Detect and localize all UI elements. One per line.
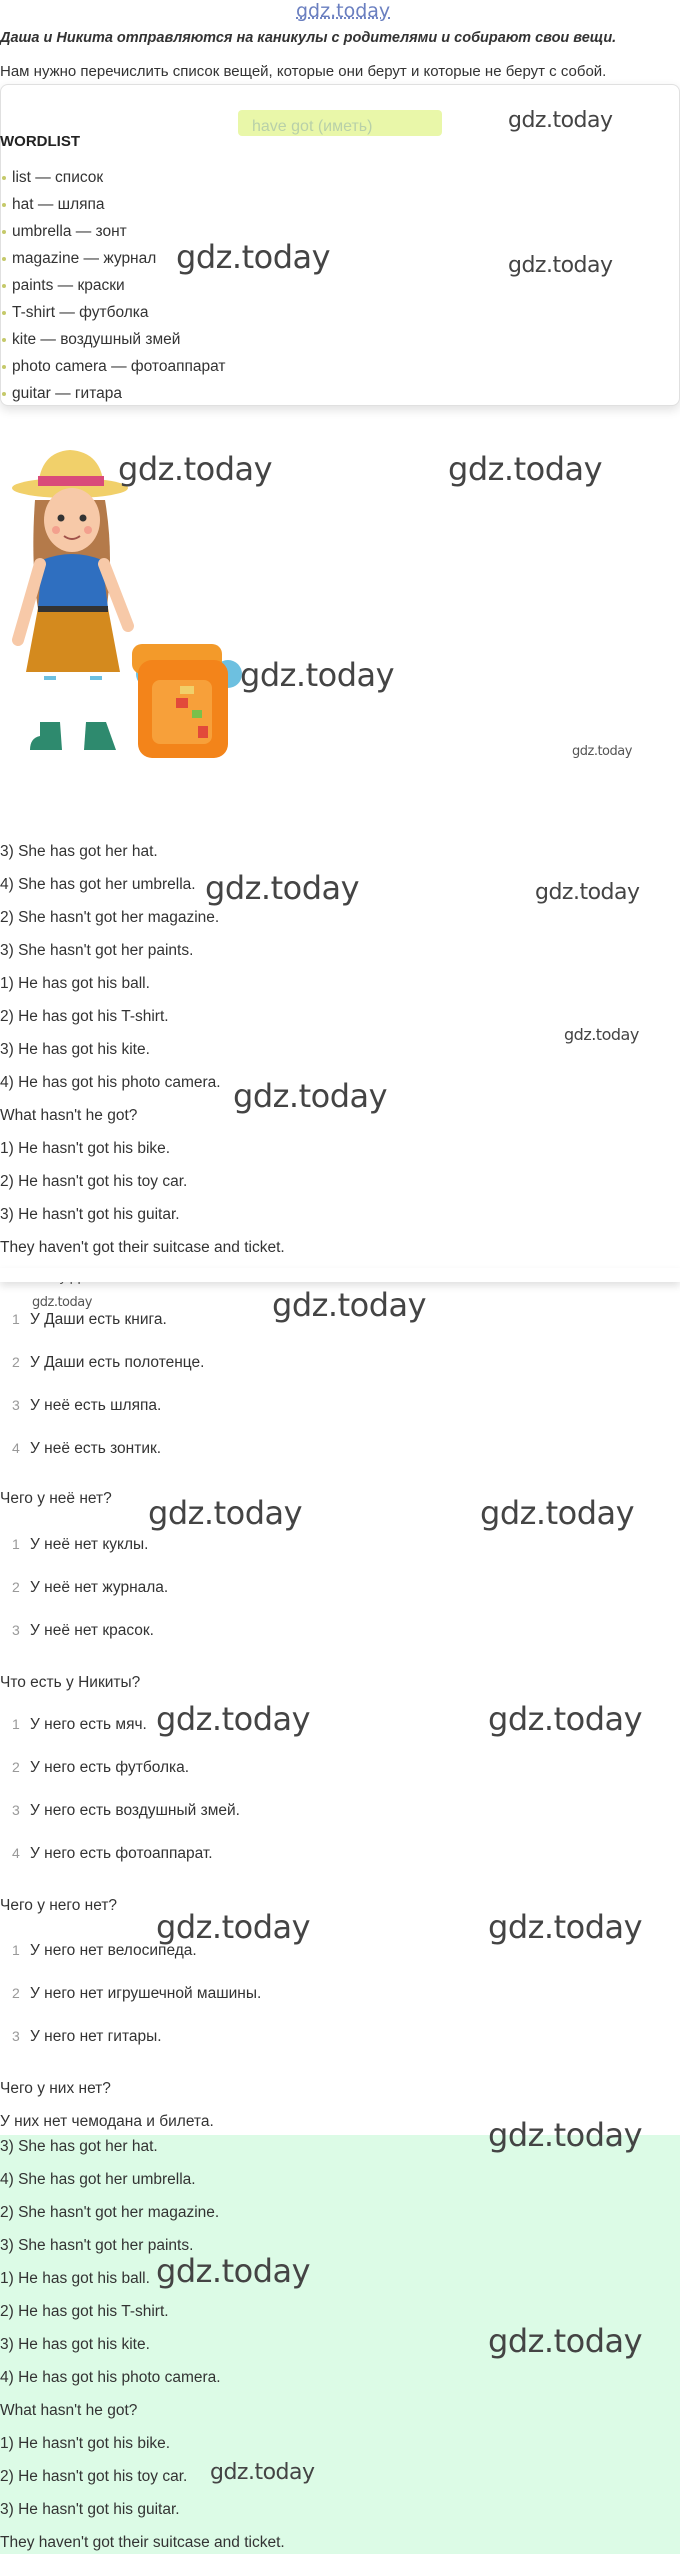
watermark: gdz.today <box>488 2322 643 2360</box>
answer-question: What hasn't he got? <box>0 1107 138 1124</box>
translation-line: У него есть мяч. <box>30 1716 147 1733</box>
translation-line: У неё есть зонтик. <box>30 1440 162 1457</box>
list-number: 2 <box>12 1579 20 1595</box>
watermark: gdz.today <box>508 253 613 278</box>
answer-line: 4) She has got her umbrella. <box>0 2171 196 2188</box>
watermark: gdz.today <box>508 108 613 133</box>
answer-line: 4) She has got her umbrella. <box>0 876 196 893</box>
translation-line: У неё нет журнала. <box>30 1579 169 1596</box>
answer-line: 2) She hasn't got her magazine. <box>0 2204 220 2221</box>
answer-question: What hasn't he got? <box>0 2402 138 2419</box>
wordlist-item: kite — воздушный змей <box>12 331 181 348</box>
watermark: gdz.today <box>176 238 331 276</box>
watermark: gdz.today <box>205 869 360 907</box>
watermark: gdz.today <box>488 2116 643 2154</box>
answer-line: 2) He has got his T-shirt. <box>0 2303 169 2320</box>
translation-line: У него есть фотоаппарат. <box>30 1845 213 1862</box>
wordlist-item: umbrella — зонт <box>12 223 127 240</box>
watermark: gdz.today <box>118 450 273 488</box>
answer-line: 2) He hasn't got his toy car. <box>0 1173 188 1190</box>
wordlist-item: T-shirt — футболка <box>12 304 149 321</box>
translation-line: У него нет гитары. <box>30 2028 162 2045</box>
wordlist-item: list — список <box>12 169 104 186</box>
watermark: gdz.today <box>488 1700 643 1738</box>
list-number: 4 <box>12 1440 20 1456</box>
list-number: 3 <box>12 1802 20 1818</box>
watermark: gdz.today <box>488 1908 643 1946</box>
answer-line: 4) He has got his photo camera. <box>0 2369 221 2386</box>
wordlist-item: guitar — гитара <box>12 385 122 402</box>
answer-line: 1) He hasn't got his bike. <box>0 2435 171 2452</box>
wordlist-item: hat — шляпа <box>12 196 105 213</box>
wordlist-title: WORDLIST <box>0 133 80 150</box>
section-heading: Чего у неё нет? <box>0 1490 112 1507</box>
watermark: gdz.today <box>210 2460 315 2485</box>
translation-line: У неё нет красок. <box>30 1622 154 1639</box>
list-number: 3 <box>12 1397 20 1413</box>
translation-line: У него есть воздушный змей. <box>30 1802 240 1819</box>
answer-line: They haven't got their suitcase and ticket. <box>0 1239 285 1256</box>
translation-line: У него нет игрушечной машины. <box>30 1985 262 2002</box>
answer-line: 3) He has got his kite. <box>0 2336 150 2353</box>
highlight-text: have got (иметь) <box>252 118 373 135</box>
watermark: gdz.today <box>156 2252 311 2290</box>
answer-line: 3) He hasn't got his guitar. <box>0 2501 180 2518</box>
panel-bottom-edge <box>0 1268 680 1282</box>
list-number: 1 <box>12 1942 20 1958</box>
wordlist-item: photo camera — фотоаппарат <box>12 358 226 375</box>
answer-line: 1) He has got his ball. <box>0 975 150 992</box>
watermark: gdz.today <box>480 1494 635 1532</box>
watermark: gdz.today <box>564 1025 639 1044</box>
answer-line: 3) He has got his kite. <box>0 1041 150 1058</box>
answer-line: 4) He has got his photo camera. <box>0 1074 221 1091</box>
section-heading: Чего у них нет? <box>0 2080 111 2097</box>
translation-line: У Даши есть книга. <box>30 1311 167 1328</box>
list-number: 3 <box>12 2028 20 2044</box>
answer-line: 2) She hasn't got her magazine. <box>0 909 220 926</box>
section-heading: Чего у него нет? <box>0 1897 118 1914</box>
watermark: gdz.today <box>148 1494 303 1532</box>
list-number: 2 <box>12 1985 20 2001</box>
watermark: gdz.today <box>535 880 640 905</box>
intro-text: Даша и Никита отправляются на каникулы с родителями и собирают свои вещи. <box>0 30 617 46</box>
wordlist-item: magazine — журнал <box>12 250 157 267</box>
answer-line: They haven't got their suitcase and ticket. <box>0 2534 285 2551</box>
wordlist-item: paints — краски <box>12 277 125 294</box>
answer-line: 1) He hasn't got his bike. <box>0 1140 171 1157</box>
watermark: gdz.today <box>156 1700 311 1738</box>
list-number: 1 <box>12 1536 20 1552</box>
translation-line: У неё нет куклы. <box>30 1536 149 1553</box>
answer-line: 2) He has got his T-shirt. <box>0 1008 169 1025</box>
translation-line: У него есть футболка. <box>30 1759 190 1776</box>
list-number: 4 <box>12 1845 20 1861</box>
section-heading: Что есть у Никиты? <box>0 1674 141 1691</box>
answer-line: 3) She has got her hat. <box>0 2138 158 2155</box>
answer-line: 3) She has got her hat. <box>0 843 158 860</box>
instruction-text: Нам нужно перечислить список вещей, которые они берут и которые не берут с собой. <box>0 63 607 80</box>
translation-line: У него нет велосипеда. <box>30 1942 197 1959</box>
answer-line: 3) She hasn't got her paints. <box>0 942 194 959</box>
list-number: 1 <box>12 1716 20 1732</box>
answer-line: 2) He hasn't got his toy car. <box>0 2468 188 2485</box>
answer-line: 3) She hasn't got her paints. <box>0 2237 194 2254</box>
highlight-phrase <box>238 110 442 136</box>
list-number: 2 <box>12 1354 20 1370</box>
watermark: gdz.today <box>156 1908 311 1946</box>
list-number: 3 <box>12 1622 20 1638</box>
watermark: gdz.today <box>272 1286 427 1324</box>
translation-line: У Даши есть полотенце. <box>30 1354 205 1371</box>
watermark: gdz.today <box>233 1077 388 1115</box>
list-number: 2 <box>12 1759 20 1775</box>
answer-line: 1) He has got his ball. <box>0 2270 150 2287</box>
watermark: gdz.today <box>240 656 395 694</box>
answer-line: 3) He hasn't got his guitar. <box>0 1206 180 1223</box>
watermark: gdz.today <box>448 450 603 488</box>
site-logo[interactable]: gdz.today <box>296 0 391 22</box>
girl-with-backpack-illustration <box>0 440 260 770</box>
translation-line: У них нет чемодана и билета. <box>0 2113 214 2130</box>
watermark: gdz.today <box>32 1295 92 1310</box>
watermark: gdz.today <box>572 744 632 759</box>
translation-line: У неё есть шляпа. <box>30 1397 162 1414</box>
list-number: 1 <box>12 1311 20 1327</box>
